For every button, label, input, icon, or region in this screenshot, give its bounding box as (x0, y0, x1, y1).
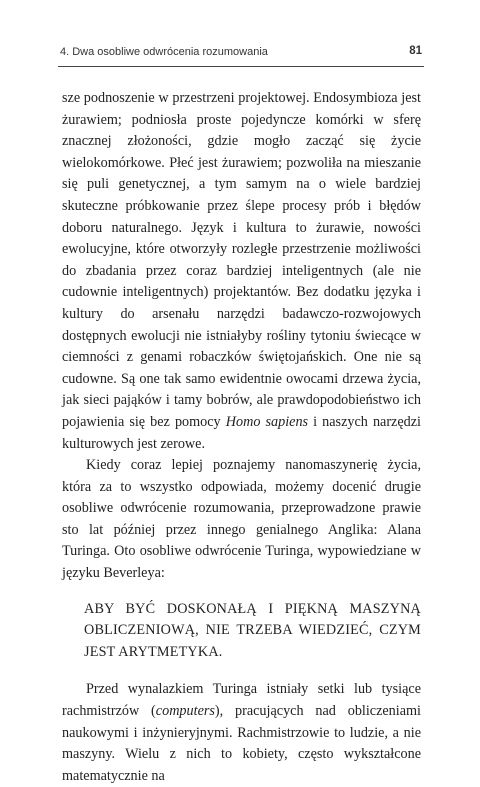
header-rule (58, 66, 424, 67)
body-text (62, 88, 421, 787)
block-quote: ABY BYĆ DOSKONAŁĄ I PIĘKNĄ MASZYNĄ OBLICZENIOWĄ, NIE TRZEBA WIEDZIEĆ, CZYM JEST ARYTMETYKA. (84, 600, 421, 660)
running-header (58, 44, 424, 62)
paragraph-1-italic: Homo sapiens (225, 413, 309, 430)
paragraph-2: Kiedy coraz lepiej poznajemy nanomaszynerię życia, która za to wszystko odpowiada, możemy docenić drugie osobliwe odwrócenie rozumowania, przeprowadzone prawie sto lat później przez innego genialnego Anglika: Alana Turinga. Oto osobliwe odwrócenie Turinga, wypowiedziane w języku Beverleya: (62, 457, 421, 582)
page-number: 81 (409, 45, 422, 57)
paragraph-3-text-a: Przed wynalazkiem Turinga istniały setki lub tysiące rachmistrzów ( (62, 681, 421, 720)
paragraph-1-text-a: sze podnoszenie w przestrzeni projektowej. Endosymbioza jest żurawiem; podniosła proste pojedyncze komórki w sferę znacznej złożoności, gdzie mogło zacząć się życie wielokomórkowe. Płeć jest żurawiem; pozwoliła na mieszanie się puli genetycznej, a tym samym na o wiele bardziej skuteczne próbkowanie przez ślepe procesy prób i błędów doboru naturalnego. Język i kultura to żurawie, nowości ewolucyjne, które otworzyły rozległe przestrzenie możliwości do zbadania przez coraz bardziej inteligentnych (ale nie cudownie inteligentnych) projektantów. Bez dodatku języka i kultury do arsenału narzędzi badawczo-rozwojowych dostępnych ewolucji nie istniałyby rośliny tytoniu świecące w ciemności z genami robaczków świętojańskich. One nie są cudowne. Są one tak samo ewidentnie owocami drzewa życia, jak sieci pająków i tamy bobrów, ale prawdopodobieństwo ich pojawienia się bez pomocy (62, 90, 421, 430)
paragraph-3-text-b: ), pracujących nad obliczeniami naukowymi i inżynieryjnymi. Rachmistrzowie to ludzie, a nie maszyny. Wielu z nich to kobiety, często wykształcone matematycznie na (62, 703, 421, 784)
paragraph-3 (62, 679, 421, 787)
paragraph-3-italic: computers (155, 703, 215, 720)
chapter-title: 4. Dwa osobliwe odwrócenia rozumowania (60, 46, 268, 58)
paragraph-1-text-b: i naszych narzędzi kulturowych jest zerowe. (62, 413, 421, 452)
paragraph-1 (62, 88, 421, 455)
